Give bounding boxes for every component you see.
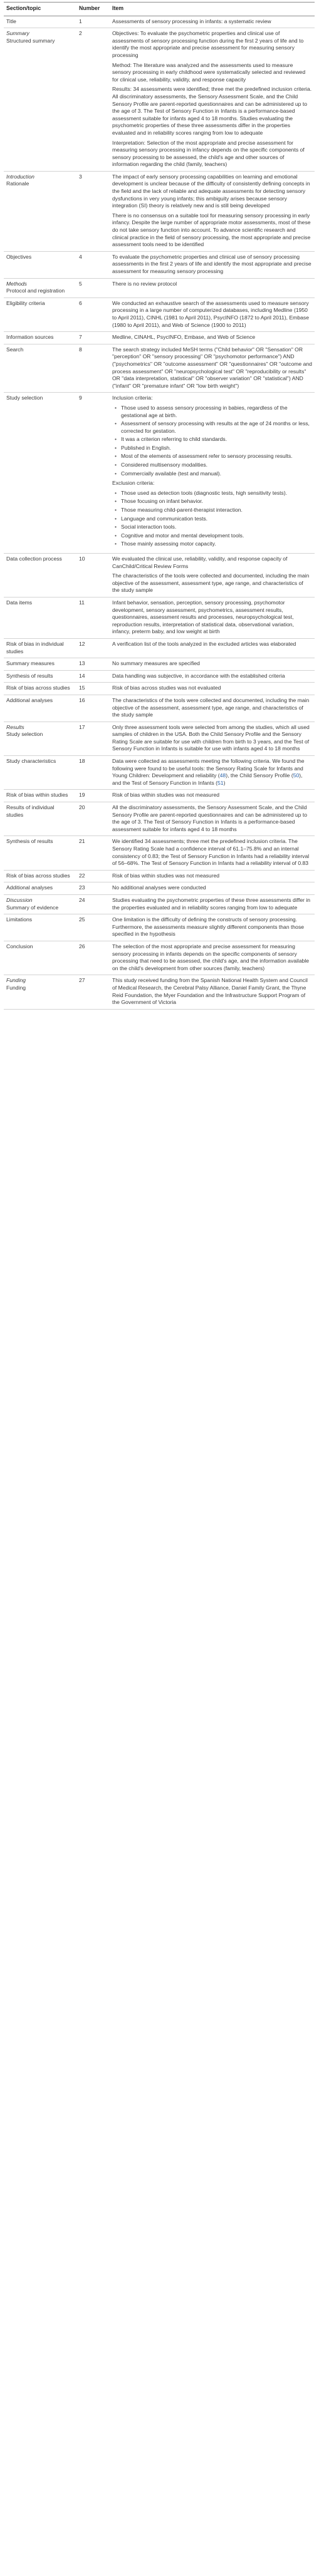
item-paragraph: Results: 34 assessments were identified; three met the predefined inclusion criteria. All discriminatory assessments, the Sensory Assessment Scale, and the Child Sensory Profile are parent-reported questionnaires and can be administered up to the age of 3. The Test of Sensory Function in Infants is a performance-based assessment suitable for infants aged 4 to 18 months. Studies evaluating the psychometric properties of these three assessments differ in the properties evaluated and in reliability scores ranging from low to adequate (112, 86, 312, 136)
table-row (4, 597, 315, 638)
list-item: • Social interaction tools. (112, 524, 312, 531)
section-topic-label: Summary of evidence (6, 904, 59, 911)
table-row (4, 914, 315, 941)
list-item: • Considered multisensory modalities. (112, 462, 312, 469)
section-topic-cell (4, 722, 76, 755)
item-description-cell (110, 870, 315, 882)
section-topic-cell (4, 870, 76, 882)
section-group-label: Results (6, 723, 24, 730)
item-description-cell (110, 597, 315, 638)
item-paragraph: Objectives: To evaluate the psychometric properties and clinical use of assessments of sensory processing function during the first 2 years of life and to identify the most appropriate and precise assessment for measuring sensory processing (112, 30, 304, 58)
section-topic-cell (4, 683, 76, 695)
item-number-cell: 3 (79, 173, 82, 180)
item-paragraph: One limitation is the difficulty of defining the constructs of sensory processing. Furthermore, the assessments measure slightly different components than those specified in the hypothesis (112, 916, 305, 938)
item-paragraph: Data were collected as assessments meeting the following criteria. We found the following were found to be useful tools: the Sensory Rating Scale for Infants and Young Children: Development and reliability (48), the Child Sensory Profile (50), and the Test of Sensory Function in Infants (51) (112, 758, 305, 786)
item-number-cell: 15 (79, 685, 85, 691)
item-number-cell: 27 (79, 977, 85, 984)
item-description-cell (110, 914, 315, 941)
header-section-topic: Section/topic (4, 3, 76, 16)
section-topic-cell (4, 941, 76, 975)
section-topic-cell (4, 882, 76, 895)
list-item: • Language and communication tests. (112, 515, 312, 523)
table-row (4, 790, 315, 802)
table-body (4, 16, 315, 1009)
section-topic-cell (4, 914, 76, 941)
section-topic-cell (4, 597, 76, 638)
section-topic-label: Title (6, 18, 16, 24)
item-number-cell: 11 (79, 599, 85, 606)
item-description-cell (110, 756, 315, 790)
item-description-cell (110, 16, 315, 28)
item-number-cell: 12 (79, 640, 85, 647)
section-topic-label: Additional analyses (6, 696, 53, 703)
list-item: • Those focusing on infant behavior. (112, 498, 312, 505)
item-description-cell (110, 670, 315, 683)
section-topic-label: Risk of bias in individual studies (6, 640, 64, 654)
item-paragraph: No additional analyses were conducted (112, 884, 206, 891)
section-topic-cell (4, 638, 76, 658)
item-description-cell (110, 836, 315, 870)
item-number-cell: 21 (79, 838, 85, 845)
item-description-cell (110, 975, 315, 1009)
item-description-cell (110, 894, 315, 914)
section-topic-cell (4, 975, 76, 1009)
section-topic-label: Synthesis of results (6, 672, 53, 679)
item-number-cell: 2 (79, 30, 82, 37)
item-description-cell (110, 941, 315, 975)
item-paragraph: All the discriminatory assessments, the Sensory Assessment Scale, and the Child Sensory Profile are parent-reported questionnaires and can be administered up to the age of 3. The Test of Sensory Function in Infants is a performance-based assessment suitable for infants aged 4 to 18 months (112, 804, 307, 832)
item-paragraph: Data handling was subjective, in accordance with the established criteria (112, 672, 285, 679)
table-row (4, 297, 315, 331)
item-number-cell: 13 (79, 660, 85, 667)
section-topic-cell (4, 894, 76, 914)
item-paragraph: Inclusion criteria: (112, 395, 153, 401)
item-paragraph: There is no consensus on a suitable tool for measuring sensory processing in early infancy. Despite the large number of appropriate motor assessments, most of these do not take sensory function into account. To advance scientific research and clinical practice in the field of sensory processing, the most appropriate and precise assessment tools need to be identified (112, 212, 311, 248)
item-paragraph: Infant behavior, sensation, perception, sensory processing, psychomotor development, sensory assessment, psychometrics, assessment results, questionnaires, assessment results and processes, neuropsychological test, reproduction results, interpretation of statistical data, observational variation, infancy, preterm baby, and low weight at birth (112, 599, 294, 635)
item-number-cell: 25 (79, 916, 85, 923)
section-topic-cell (4, 28, 76, 172)
item-number-cell: 14 (79, 672, 85, 679)
table-row (4, 638, 315, 658)
item-description-cell (110, 297, 315, 331)
exclusion-criteria-list (112, 490, 312, 548)
header-number: Number (76, 3, 110, 16)
table-row (4, 802, 315, 836)
section-topic-cell (4, 670, 76, 683)
table-row (4, 251, 315, 278)
citation-link[interactable]: 50 (293, 772, 300, 779)
item-number-cell: 19 (79, 792, 85, 799)
table-row (4, 722, 315, 755)
list-item: • Published in English. (112, 445, 312, 452)
list-item: • Most of the elements of assessment refer to sensory processing results. (112, 453, 312, 460)
section-topic-cell (4, 658, 76, 671)
section-topic-label: Rationale (6, 180, 29, 187)
section-topic-label: Information sources (6, 334, 54, 341)
item-number-cell: 7 (79, 334, 82, 341)
section-topic-cell (4, 695, 76, 722)
section-topic-label: Risk of bias across studies (6, 872, 70, 879)
section-topic-cell (4, 297, 76, 331)
item-paragraph: Studies evaluating the psychometric properties of these three assessments differ in the properties evaluated and in reliability scores ranging from low to adequate (112, 896, 311, 911)
list-item: • Those used as detection tools (diagnostic tests, high sensitivity tests). (112, 490, 312, 497)
section-topic-cell (4, 171, 76, 251)
table-row (4, 278, 315, 297)
table-row (4, 658, 315, 671)
table-row (4, 941, 315, 975)
item-description-cell (110, 171, 315, 251)
item-description-cell (110, 332, 315, 344)
list-item: • Those used to assess sensory processing in babies, regardless of the gestational age at birth. (112, 405, 312, 419)
section-topic-cell (4, 790, 76, 802)
item-paragraph: We evaluated the clinical use, reliability, validity, and response capacity of CanChild/Critical Review Forms (112, 556, 288, 569)
section-group-label: Summary (6, 30, 29, 37)
section-topic-label: Risk of bias within studies (6, 792, 68, 799)
table-row (4, 756, 315, 790)
item-paragraph: The impact of early sensory processing capabilities on learning and emotional development is unclear because of the difficulty of consistently defining concepts in the field and the lack of reliable and adequate assessments for detecting sensory dysfunctions in very young infants; this ambiguity arises because sensory integration (SI) theory is relatively new and is still being developed (112, 173, 310, 209)
section-group-label: Introduction (6, 173, 34, 180)
table-row (4, 28, 315, 172)
item-number-cell: 10 (79, 556, 85, 562)
item-number-cell: 5 (79, 280, 82, 287)
list-item: • Commercially available (test and manual). (112, 470, 312, 478)
table-row (4, 344, 315, 393)
item-description-cell (110, 790, 315, 802)
section-topic-label: Structured summary (6, 37, 55, 44)
item-description-cell (110, 722, 315, 755)
table-row (4, 975, 315, 1009)
table-row (4, 16, 315, 28)
item-paragraph: Assessments of sensory processing in infants: a systematic review (112, 18, 271, 24)
citation-link[interactable]: 51 (217, 779, 224, 786)
section-topic-cell (4, 332, 76, 344)
item-number-cell: 6 (79, 299, 82, 306)
inclusion-criteria-list (112, 405, 312, 477)
item-number-cell: 20 (79, 804, 85, 811)
item-paragraph: Risk of bias across studies was not evaluated (112, 685, 221, 691)
table-row (4, 171, 315, 251)
item-description-cell (110, 683, 315, 695)
item-paragraph: We identified 34 assessments; three met the predefined inclusion criteria. The Sensory Rating Scale had a confidence interval of 61.1–75.8% and an internal consistency of 0.83; the Test of Sensory Function in Infants had a reliability interval of 56–68%. The Test of Sensory Function in Infants had a reliability interval of 0.83 (112, 838, 310, 867)
item-number-cell: 26 (79, 943, 85, 949)
section-topic-label: Results of individual studies (6, 804, 55, 818)
item-description-cell (110, 28, 315, 172)
item-paragraph: This study received funding from the Spanish National Health System and Council of Medical Research, the Cerebral Palsy Alliance, Daniel Family Grant, the Thyne Reid Foundation, the Myer Foundation and the Infrastructure Support Program of the Government of Victoria (112, 977, 308, 1006)
item-number-cell: 16 (79, 696, 85, 703)
item-paragraph: Method: The literature was analyzed and the assessments used to measure sensory processing in early childhood were systematically selected and reviewed for clinical use, reliability, validity, and response capacity (112, 61, 306, 83)
section-topic-label: Study selection (6, 731, 43, 738)
item-paragraph: A verification list of the tools analyzed in the excluded articles was elaborated (112, 640, 296, 647)
item-number-cell: 4 (79, 253, 82, 260)
section-group-label: Methods (6, 280, 27, 287)
list-item: • Cognitive and motor and mental development tools. (112, 532, 312, 540)
item-description-cell (110, 802, 315, 836)
section-topic-label: Search (6, 346, 24, 353)
section-topic-label: Data collection process (6, 556, 62, 562)
item-paragraph: The characteristics of the tools were collected and documented, including the main objective of the assessment, assessment type, age range, and characteristics of the study sample (112, 696, 310, 718)
list-item: • Those mainly assessing motor capacity. (112, 541, 312, 548)
section-topic-cell (4, 251, 76, 278)
item-description-cell (110, 638, 315, 658)
section-topic-cell (4, 278, 76, 297)
item-description-cell (110, 344, 315, 393)
table-header (4, 3, 315, 16)
item-number-cell: 1 (79, 18, 82, 24)
table-row (4, 695, 315, 722)
item-paragraph: Risk of bias within studies was not measured (112, 792, 219, 799)
table-row (4, 836, 315, 870)
table-row (4, 393, 315, 554)
section-topic-cell (4, 344, 76, 393)
table-row (4, 894, 315, 914)
item-number-cell: 23 (79, 884, 85, 891)
section-topic-cell (4, 802, 76, 836)
list-item: • Those measuring child-parent-therapist interaction. (112, 507, 312, 514)
section-topic-label: Funding (6, 984, 26, 991)
item-paragraph: Interpretation: Selection of the most appropriate and precise assessment for measuring sensory processing in infancy depends on the specific components of sensory processing to be assessed, the child's age and other sources of information regarding the child (family, teachers) (112, 139, 305, 168)
prisma-checklist-table (4, 2, 315, 1010)
section-topic-label: Eligibility criteria (6, 299, 45, 306)
table-row (4, 683, 315, 695)
item-paragraph: To evaluate the psychometric properties and clinical use of sensory processing assessments in the first 2 years of life and identify the most appropriate and precise assessment for measuring sensory processing (112, 253, 311, 274)
list-item: • Assessment of sensory processing with results at the age of 24 months or less, corrected for gestation. (112, 420, 312, 435)
exclusion-criteria-heading: Exclusion criteria: (112, 480, 155, 487)
item-paragraph: The selection of the most appropriate and precise assessment for measuring sensory processing in infants depends on the specific components of sensory processing that need to be assessed, the child's age, and the information available on the child's development from other sources (family, teachers) (112, 943, 310, 971)
section-topic-label: Data items (6, 599, 33, 606)
section-topic-label: Study characteristics (6, 758, 56, 765)
item-number-cell: 24 (79, 896, 85, 903)
section-topic-cell (4, 393, 76, 554)
table-row (4, 332, 315, 344)
table-row (4, 882, 315, 895)
header-item: Item (110, 3, 315, 16)
table-row (4, 670, 315, 683)
section-topic-label: Conclusion (6, 943, 33, 949)
table-row (4, 554, 315, 597)
item-paragraph: Only three assessment tools were selected from among the studies, which all used samples of children in the USA. Both the Child Sensory Profile and the Sensory Rating Scale are suitable for use with children from birth to 3 years, and the Test of Sensory Function in Infants is suitable for use with infants aged 4 to 18 months (112, 723, 310, 752)
section-topic-label: Summary measures (6, 660, 55, 667)
item-description-cell (110, 554, 315, 597)
section-topic-cell (4, 16, 76, 28)
section-topic-label: Additional analyses (6, 884, 53, 891)
list-item: • It was a criterion referring to child standards. (112, 436, 312, 443)
item-paragraph: There is no review protocol (112, 280, 177, 287)
item-description-cell (110, 658, 315, 671)
item-paragraph: No summary measures are specified (112, 660, 200, 667)
item-paragraph: The characteristics of the tools were collected and documented, including the main objective of the assessment, assessment type, age range, and characteristics of the study sample (112, 572, 310, 594)
item-number-cell: 22 (79, 872, 85, 879)
item-paragraph: The search strategy included MeSH terms ("Child behavior" OR "Sensation" OR "perception" OR "sensory processing" OR "psychomotor performance") AND ("psychometrics" OR "outcome assessment" OR "questionnaires" OR "outcome and process assessment" OR "neuropsychological test" OR "reproducibility or results" OR "data interpretation, statistical" OR "observer variation" OR "statistical") AND ("infant" OR "premature infant" OR "low birth weight") (112, 346, 312, 389)
section-topic-label: Protocol and registration (6, 287, 65, 294)
item-number-cell: 18 (79, 758, 85, 765)
item-paragraph: Medline, CINAHL, PsycINFO, Embase, and Web of Science (112, 334, 256, 341)
item-number-cell: 8 (79, 346, 82, 353)
item-paragraph: We conducted an exhaustive search of the assessments used to measure sensory processing in a large number of computerized databases, including Medline (1950 to April 2011), CINHL (1981 to April 2011), PsycINFO (1872 to April 2011), Embase (1980 to April 2011), and Web of Science (1900 to 2011) (112, 299, 309, 328)
section-topic-label: Objectives (6, 253, 32, 260)
section-group-label: Funding (6, 977, 26, 984)
item-number-cell: 9 (79, 395, 82, 401)
item-description-cell (110, 278, 315, 297)
section-group-label: Discussion (6, 896, 33, 903)
section-topic-cell (4, 836, 76, 870)
section-topic-label: Synthesis of results (6, 838, 53, 845)
section-topic-label: Risk of bias across studies (6, 685, 70, 691)
section-topic-cell (4, 756, 76, 790)
item-number-cell: 17 (79, 723, 85, 730)
section-topic-label: Limitations (6, 916, 33, 923)
item-description-cell (110, 882, 315, 895)
item-description-cell (110, 393, 315, 554)
citation-link[interactable]: 48 (219, 772, 226, 779)
item-description-cell (110, 695, 315, 722)
item-description-cell (110, 251, 315, 278)
section-topic-label: Study selection (6, 395, 43, 401)
item-paragraph: Risk of bias within studies was not measured (112, 872, 219, 879)
table-row (4, 870, 315, 882)
section-topic-cell (4, 554, 76, 597)
